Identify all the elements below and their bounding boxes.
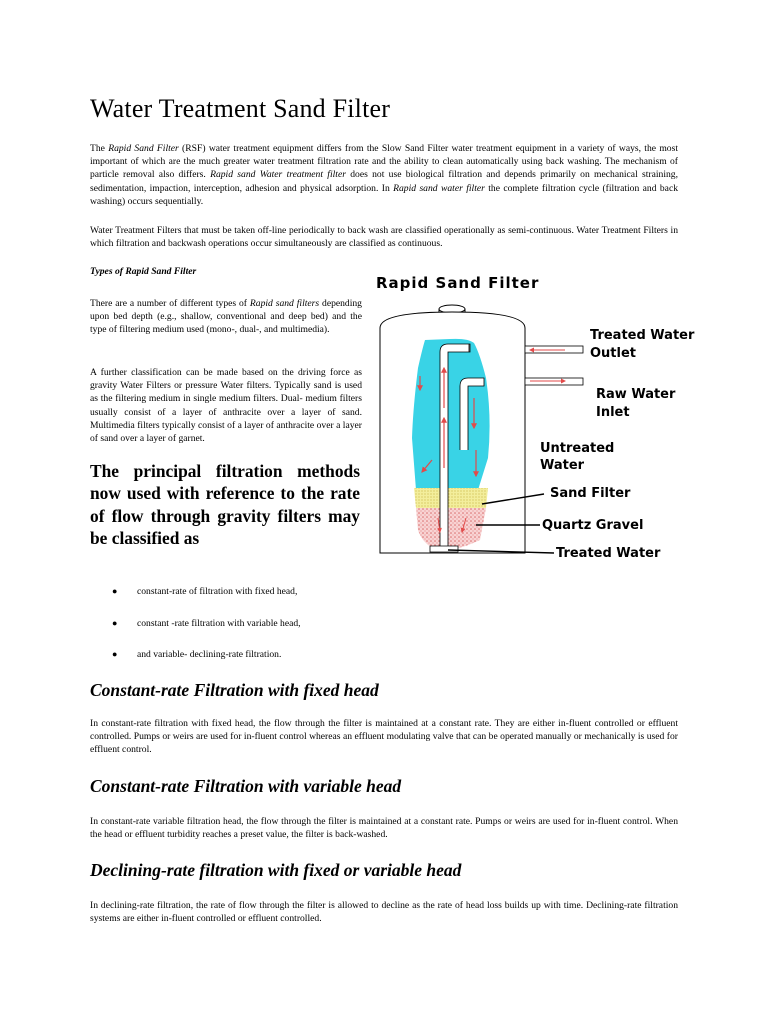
section-heading-variable-head: Constant-rate Filtration with variable head (90, 776, 402, 796)
driving-force-paragraph: A further classification can be made based on the driving force as gravity Water Filters or pressure Water filters. Typically sand is used as the filtering medium in single medium filters. Dual- medium filters usually consist of a layer of anthracite over a layer of sand. Multimedia filters typically consist of a layer of anthracite over a layer of sand over a layer of garnet. (90, 367, 362, 445)
label-treated-water-outlet-2: Outlet (590, 346, 637, 361)
page-title: Water Treatment Sand Filter (90, 94, 391, 123)
label-treated-water-outlet-1: Treated Water (590, 328, 695, 343)
diagram-title: Rapid Sand Filter (376, 274, 540, 292)
sand-layer (414, 488, 488, 508)
section-heading-fixed-head: Constant-rate Filtration with fixed head (90, 680, 379, 700)
bullet-icon: ● (112, 617, 118, 628)
intro-text-4: the complete filtration cycle (filtration and back washing) occurs sequentially. (90, 182, 678, 207)
label-untreated-water-2: Water (540, 458, 585, 473)
untreated-water-region (412, 339, 490, 490)
principal-methods-heading: The principal filtration methods now used with reference to the rate of flow through gravity filters may be classified as (90, 461, 360, 548)
classification-paragraph: Water Treatment Filters that must be taken off-line periodically to back wash are classified operationally as semi-continuous. Water Treatment Filters in which filtration and backwash operations occur simultaneously are classified as continuous. (90, 225, 678, 250)
section-heading-declining-rate: Declining-rate filtration with fixed or variable head (90, 860, 462, 880)
list-item-text: constant -rate filtration with variable head, (137, 617, 301, 629)
label-sand-filter: Sand Filter (550, 486, 631, 501)
types-heading: Types of Rapid Sand Filter (90, 266, 197, 277)
list-item (112, 617, 301, 649)
types-text-1: There are a number of different types of (90, 298, 250, 309)
list-item (112, 648, 301, 680)
types-term-rsf: Rapid sand filters (249, 298, 320, 309)
rapid-sand-filter-diagram (370, 268, 700, 568)
intro-paragraph (90, 142, 678, 208)
label-treated-water: Treated Water (556, 546, 661, 561)
intro-term-rsf: Rapid Sand Filter (108, 143, 179, 154)
intro-text-2: (RSF) water treatment equipment differs from the Slow Sand Filter water treatment equipment in a variety of ways, the most important of which are the much greater water treatment filtration rate and the ability to clean automatically using back washing. The mechanism of particle removal also differs. (90, 143, 678, 181)
filtration-methods-list (112, 585, 301, 680)
types-paragraph (90, 297, 362, 337)
intro-term-rswf: Rapid sand water filter (393, 182, 485, 194)
label-untreated-water-1: Untreated (540, 441, 615, 456)
list-item (112, 585, 301, 617)
list-item-text: constant-rate of filtration with fixed head, (137, 586, 298, 597)
label-raw-water-inlet-1: Raw Water (596, 387, 676, 402)
intro-term-rswtf: Rapid sand Water treatment filter (210, 169, 346, 181)
label-quartz-gravel: Quartz Gravel (542, 518, 644, 533)
label-raw-water-inlet-2: Inlet (596, 405, 630, 420)
section-body-variable-head: In constant-rate variable filtration head, the flow through the filter is maintained at a constant rate. Pumps or weirs are used for in-fluent control. When the head or effluent turbidity reaches a preset value, the filter is back-washed. (90, 816, 678, 841)
bullet-icon: ● (112, 586, 118, 596)
intro-text-3: does not use biological filtration and depends primarily on mechanical straining, sedimentation, impaction, interception, adhesion and physical adsorption. In (90, 169, 678, 194)
section-body-declining-rate: In declining-rate filtration, the rate of flow through the filter is allowed to decline as the rate of head loss builds up with time. Declining-rate filtration systems are either in-fluent controlled or effluent controlled. (90, 900, 678, 925)
inlet-external-pipe (525, 378, 583, 385)
section-body-fixed-head: In constant-rate filtration with fixed head, the flow through the filter is maintained at a constant rate. They are either in-fluent controlled or effluent controlled. Pumps or weirs are used for in-fluent control whereas an effluent modulating valve that can be operated manually or mechanically is used for effluent control. (90, 718, 678, 756)
intro-text-1: The (90, 143, 109, 154)
bullet-icon: ● (112, 649, 118, 659)
outlet-external-pipe (525, 346, 583, 353)
types-text-2: depending upon bed depth (e.g., shallow, conventional and deep bed) and the type of filtering medium used (mono-, dual-, and multimedia). (90, 298, 362, 336)
list-item-text: and variable- declining-rate filtration. (137, 649, 282, 660)
